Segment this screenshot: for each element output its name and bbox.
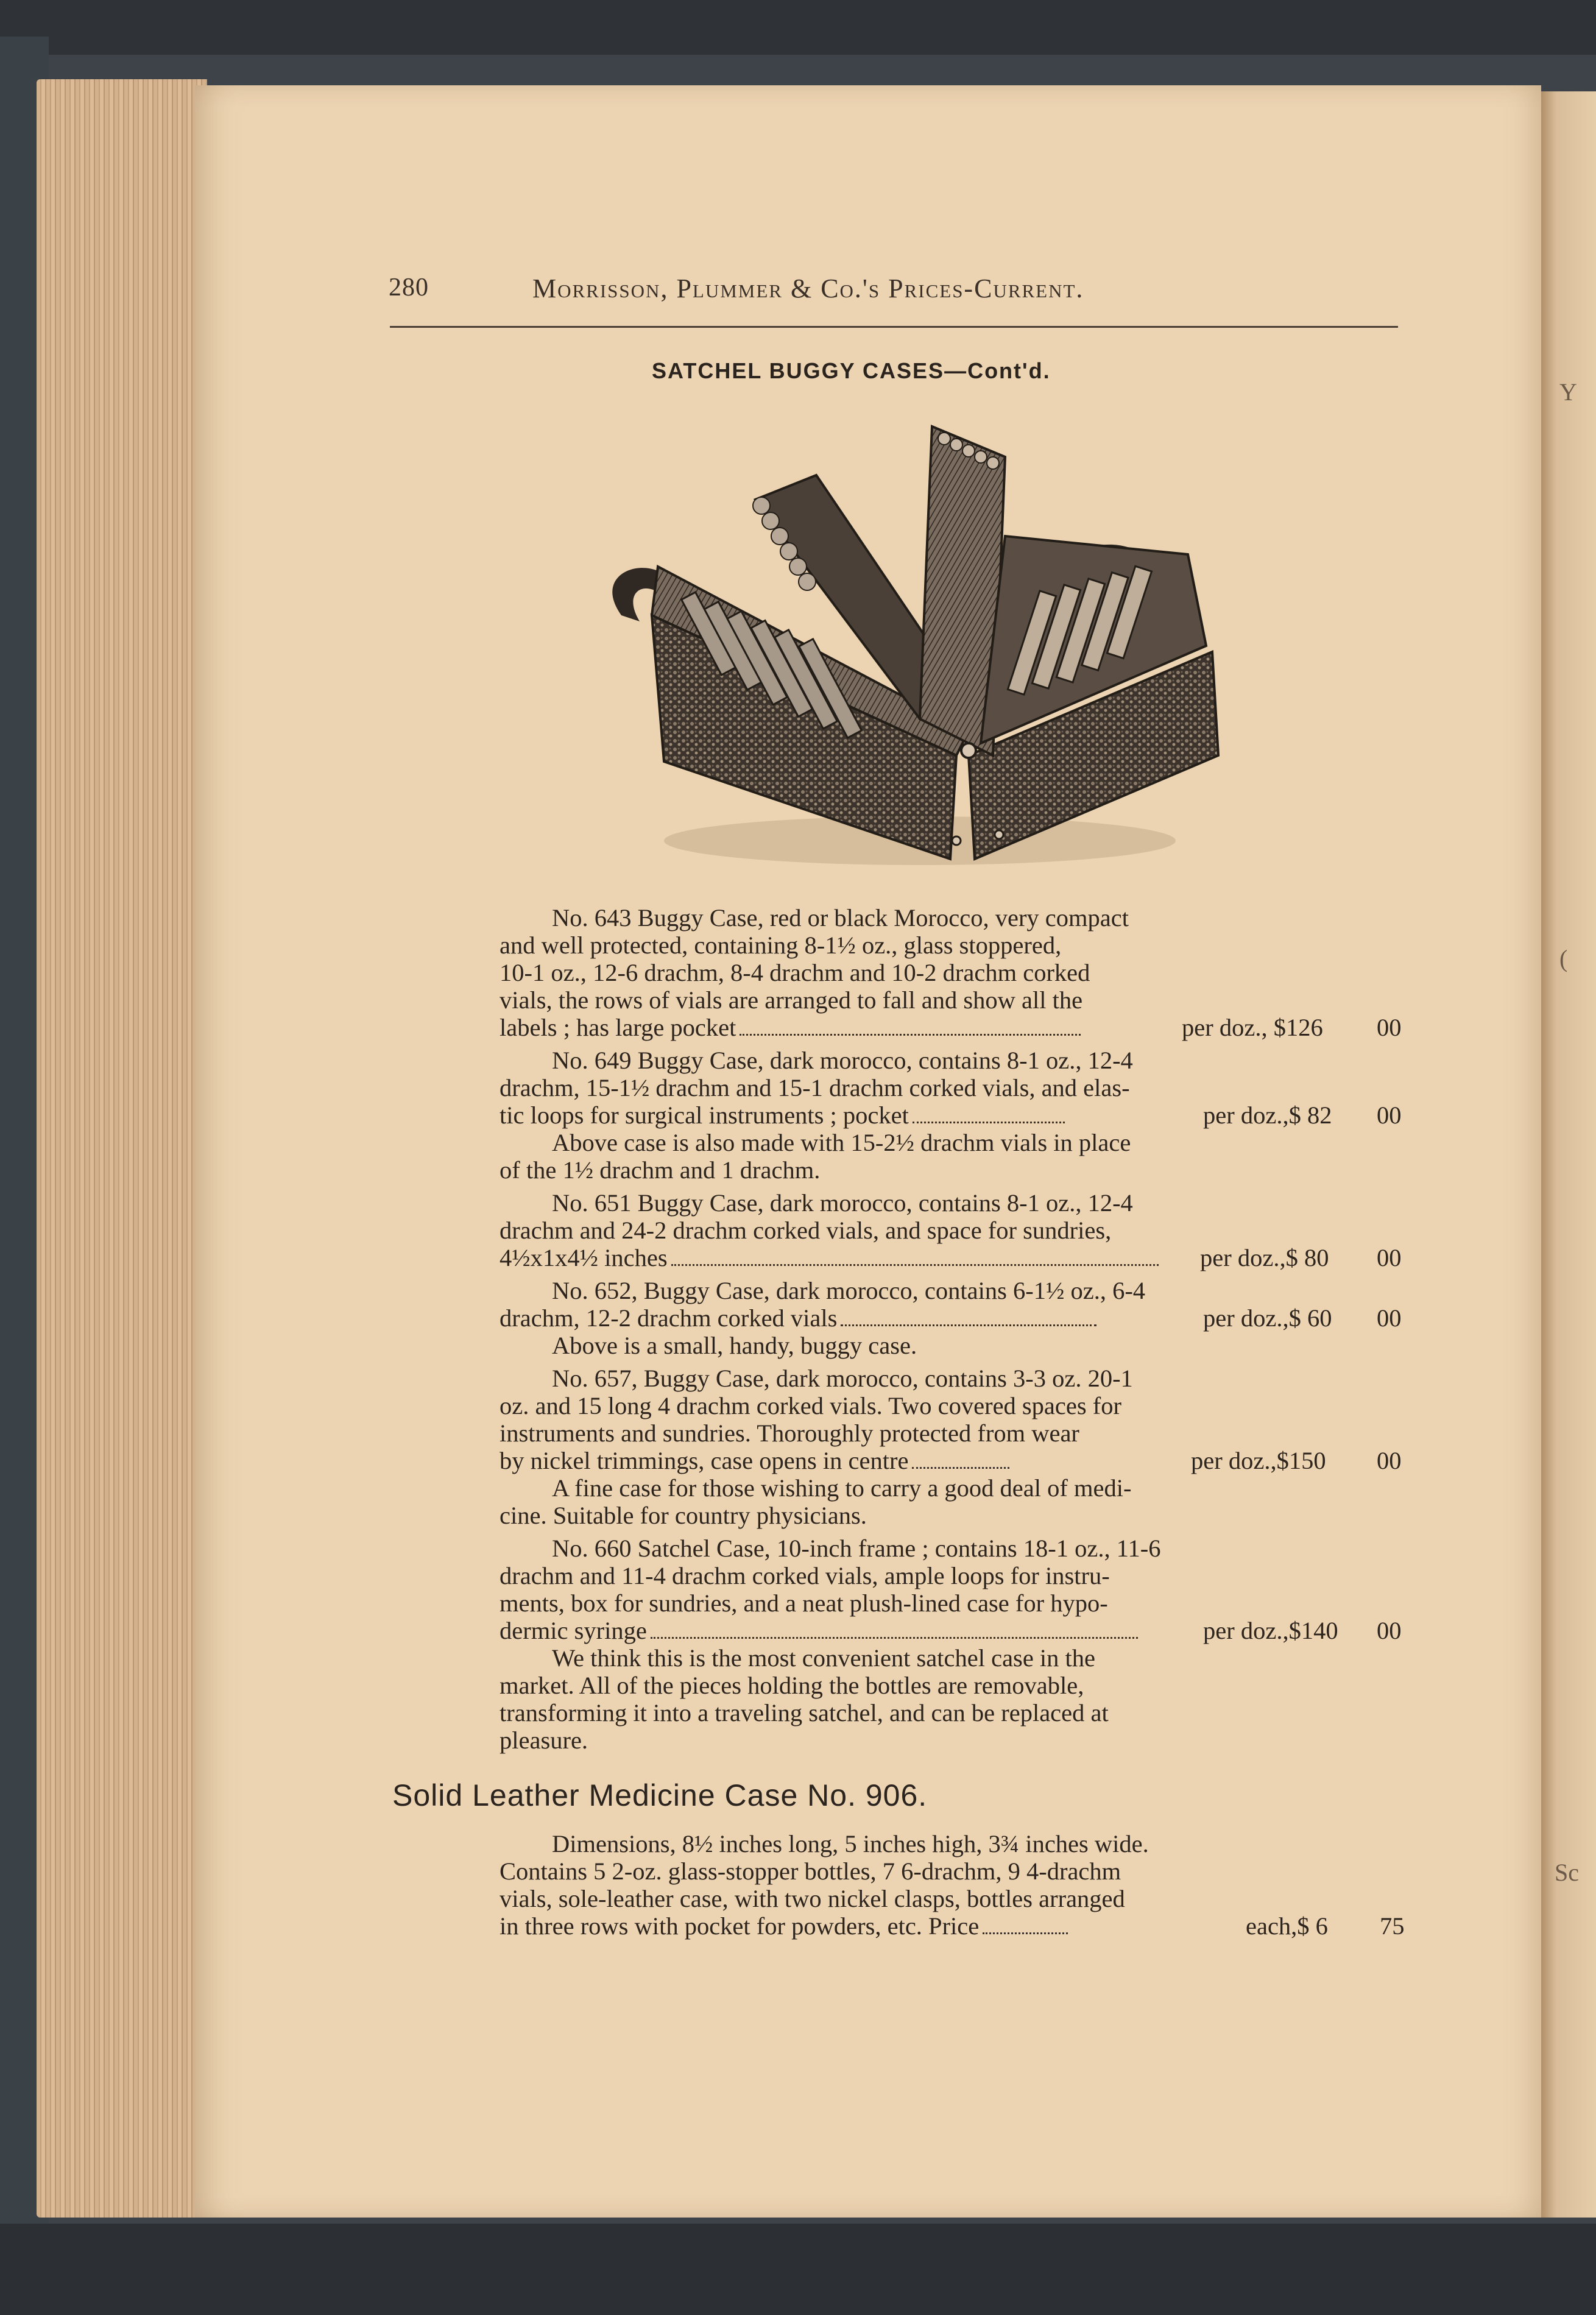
text-line: market. All of the pieces holding the bottles are removable, <box>500 1672 1084 1699</box>
price-line <box>500 1013 1407 1041</box>
text-line: vials, the rows of vials are arranged to fall and show all the <box>500 986 1083 1014</box>
price-label: per doz.,$ 80 <box>1200 1244 1329 1271</box>
medicine-case-heading: Solid Leather Medicine Case No. 906. <box>392 1778 928 1812</box>
section-title: SATCHEL BUGGY CASES—Cont'd. <box>652 358 1051 383</box>
text-line: A fine case for those wishing to carry a good deal of medi- <box>552 1474 1132 1502</box>
text-line: Contains 5 2-oz. glass-stopper bottles, 7 6-drachm, 9 4-drachm <box>500 1857 1121 1885</box>
text-line: ments, box for sundries, and a neat plush-lined case for hypo- <box>500 1589 1108 1617</box>
facing-page-glyph: Sc <box>1555 1859 1579 1886</box>
price-label: each,$ 6 <box>1246 1912 1328 1940</box>
satchel-case-illustration <box>579 414 1237 877</box>
text-line: No. 660 Satchel Case, 10-inch frame ; contains 18-1 oz., 11-6 <box>552 1535 1161 1562</box>
price-label: per doz.,$140 <box>1203 1617 1338 1644</box>
text-line: of the 1½ drachm and 1 drachm. <box>500 1156 821 1184</box>
text-line: No. 651 Buggy Case, dark morocco, contains 8-1 oz., 12-4 <box>552 1189 1133 1217</box>
dot-leader <box>913 1115 1065 1123</box>
book-cover-bottom <box>0 2224 1596 2315</box>
text-line: No. 643 Buggy Case, red or black Morocco, very compact <box>552 904 1129 931</box>
dot-leader <box>912 1461 1009 1469</box>
price-line <box>500 1446 1407 1474</box>
price-line <box>500 1101 1407 1129</box>
price-cents: 75 <box>1380 1912 1405 1940</box>
text-line: tic loops for surgical instruments ; pocket <box>500 1101 909 1129</box>
facing-page-glyph: Y <box>1559 378 1577 406</box>
text-line: in three rows with pocket for powders, etc. Price <box>500 1912 980 1940</box>
text-line: and well protected, containing 8-1½ oz., glass stoppered, <box>500 931 1062 959</box>
dot-leader <box>671 1258 1159 1266</box>
running-head <box>389 273 1388 309</box>
dot-leader <box>983 1926 1068 1934</box>
text-line: dermic syringe <box>500 1617 647 1644</box>
price-cents: 00 <box>1377 1014 1402 1041</box>
text-line: No. 649 Buggy Case, dark morocco, contains 8-1 oz., 12-4 <box>552 1047 1133 1074</box>
text-line: vials, sole-leather case, with two nickel clasps, bottles arranged <box>500 1885 1125 1912</box>
facing-page-edge <box>1541 91 1596 2218</box>
text-line: Above case is also made with 15-2½ drachm vials in place <box>552 1129 1131 1156</box>
text-line: drachm, 12-2 drachm corked vials <box>500 1304 838 1332</box>
text-line: instruments and sundries. Thoroughly protected from wear <box>500 1419 1079 1447</box>
price-cents: 00 <box>1377 1244 1402 1271</box>
text-line: Dimensions, 8½ inches long, 5 inches high, 3¾ inches wide. <box>552 1830 1149 1857</box>
running-head-title: Morrisson, Plummer & Co.'s Prices-Current. <box>532 274 1084 303</box>
price-label: per doz.,$ 60 <box>1203 1304 1332 1332</box>
text-line: We think this is the most convenient satchel case in the <box>552 1644 1096 1672</box>
price-cents: 00 <box>1377 1617 1402 1644</box>
text-line: oz. and 15 long 4 drachm corked vials. Two covered spaces for <box>500 1392 1121 1419</box>
dot-leader <box>651 1631 1138 1639</box>
page-number: 280 <box>389 274 429 302</box>
dot-leader <box>841 1318 1096 1326</box>
facing-page-glyph: ( <box>1559 945 1568 972</box>
price-cents: 00 <box>1377 1304 1402 1332</box>
price-cents: 00 <box>1377 1447 1402 1474</box>
text-line: by nickel trimmings, case opens in centre <box>500 1447 909 1474</box>
header-rule <box>390 326 1398 328</box>
price-cents: 00 <box>1377 1101 1402 1129</box>
price-label: per doz., $126 <box>1182 1014 1323 1041</box>
text-line: 4½x1x4½ inches <box>500 1244 668 1271</box>
text-line: drachm and 11-4 drachm corked vials, ample loops for instru- <box>500 1562 1110 1589</box>
page-stack-edge <box>37 79 207 2218</box>
price-label: per doz.,$150 <box>1191 1447 1326 1474</box>
price-label: per doz.,$ 82 <box>1203 1101 1332 1129</box>
price-line <box>500 1304 1407 1332</box>
text-line: labels ; has large pocket <box>500 1014 736 1041</box>
text-line: No. 652, Buggy Case, dark morocco, contains 6-1½ oz., 6-4 <box>552 1277 1146 1304</box>
text-line: No. 657, Buggy Case, dark morocco, contains 3-3 oz. 20-1 <box>552 1365 1133 1392</box>
text-line: transforming it into a traveling satchel, and can be replaced at <box>500 1699 1109 1727</box>
dot-leader <box>740 1028 1081 1036</box>
text-line: drachm and 24-2 drachm corked vials, and space for sundries, <box>500 1217 1112 1244</box>
price-line <box>500 1616 1407 1644</box>
text-line: pleasure. <box>500 1727 588 1754</box>
price-line <box>500 1243 1407 1271</box>
text-line: cine. Suitable for country physicians. <box>500 1502 867 1529</box>
text-line: 10-1 oz., 12-6 drachm, 8-4 drachm and 10-2 drachm corked <box>500 959 1090 986</box>
price-line <box>500 1912 1407 1940</box>
text-line: Above is a small, handy, buggy case. <box>552 1332 917 1359</box>
book-cover-top <box>0 0 1596 55</box>
text-line: drachm, 15-1½ drachm and 15-1 drachm corked vials, and elas- <box>500 1074 1130 1101</box>
